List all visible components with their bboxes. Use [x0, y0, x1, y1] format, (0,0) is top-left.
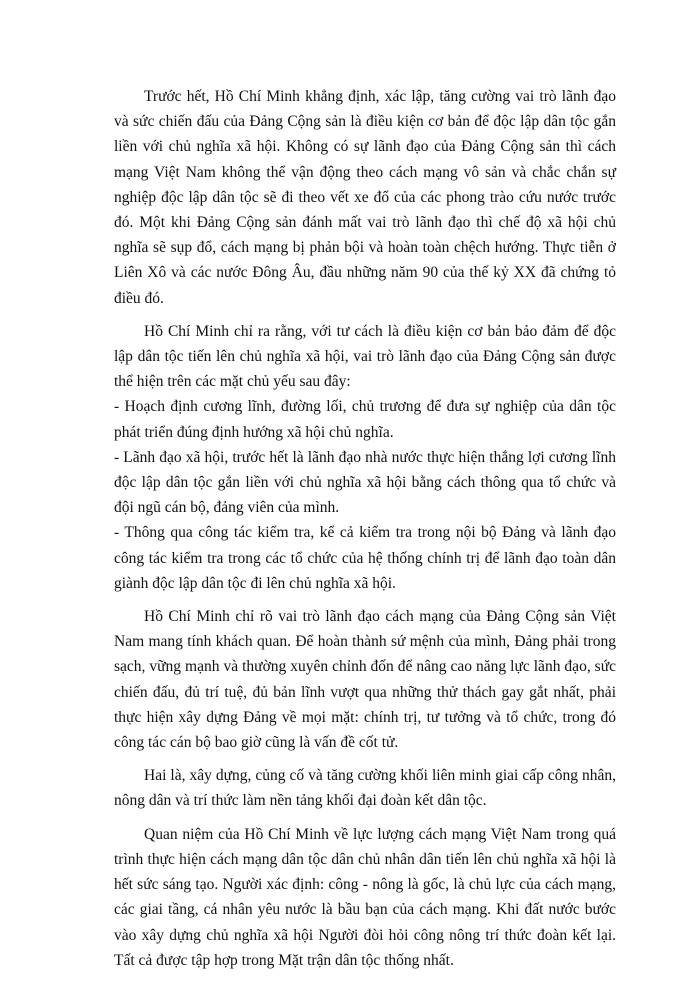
paragraph-revolutionary-forces: Quan niệm của Hồ Chí Minh về lực lượng cách mạng Việt Nam trong quá trình thực hiện cách mạng dân tộc dân chủ nhân dân tiến lên chủ nghĩa xã hội là hết sức sáng tạo. Người xác định: công - nông là gốc, là chủ lực của cách mạng, các giai tầng, cá nhân yêu nước là bầu bạn của cách mạng. Khi đất nước bước vào xây dựng chủ nghĩa xã hội Người đòi hỏi công nông trí thức đoàn kết lại. Tất cả được tập hợp trong Mặt trận dân tộc thống nhất. — [114, 825, 616, 969]
paragraph-leadership-aspects: Hồ Chí Minh chỉ ra rằng, với tư cách là điều kiện cơ bản bảo đảm để độc lập dân tộc tiến lên chủ nghĩa xã hội, vai trò lãnh đạo của Đảng Cộng sản được thể hiện trên các mặt chủ yếu sau đây: — [114, 322, 616, 391]
paragraph-party-leadership: Trước hết, Hồ Chí Minh khẳng định, xác lập, tăng cường vai trò lãnh đạo và sức chiến đấu của Đảng Cộng sản là điều kiện cơ bản để độc lập dân tộc gắn liền với chủ nghĩa xã hội. Không có sự lãnh đạo của Đảng Cộng sản thì cách mạng Việt Nam không thể vận động theo cách mạng vô sản và chắc chắn sự nghiệp độc lập dân tộc sẽ đi theo vết xe đổ của các phong trào cứu nước trước đó. Một khi Đảng Cộng sản đánh mất vai trò lãnh đạo thì chế độ xã hội chủ nghĩa sẽ sụp đổ, cách mạng bị phản bội và hoàn toàn chệch hướng. Thực tiễn ở Liên Xô và các nước Đông Âu, đầu những năm 90 của thế kỷ XX đã chứng tỏ điều đó. — [114, 88, 616, 307]
paragraph-second-point: Hai là, xây dựng, củng cố và tăng cường khối liên minh giai cấp công nhân, nông dân và trí thức làm nền tảng khối đại đoàn kết dân tộc. — [114, 767, 616, 810]
document-body — [114, 84, 616, 981]
list-item-society-leadership: - Lãnh đạo xã hội, trước hết là lãnh đạo nhà nước thực hiện thắng lợi cương lĩnh độc lập dân tộc gắn liền với chủ nghĩa xã hội bằng cách thông qua tổ chức và đội ngũ cán bộ, đảng viên của mình. — [114, 448, 616, 517]
paragraph-objective-role: Hồ Chí Minh chỉ rõ vai trò lãnh đạo cách mạng của Đảng Cộng sản Việt Nam mang tính khách quan. Để hoàn thành sứ mệnh của mình, Đảng phải trong sạch, vững mạnh và thường xuyên chỉnh đốn để nâng cao năng lực lãnh đạo, sức chiến đấu, đủ trí tuệ, đủ bản lĩnh vượt qua những thử thách gay gắt nhất, phải thực hiện xây dựng Đảng về mọi mặt: chính trị, tư tưởng và tổ chức, trong đó công tác cán bộ bao giờ cũng là vấn đề cốt tử. — [114, 608, 616, 752]
list-item-inspection: - Thông qua công tác kiểm tra, kể cả kiểm tra trong nội bộ Đảng và lãnh đạo công tác kiểm tra trong các tổ chức của hệ thống chính trị để lãnh đạo toàn dân giành độc lập dân tộc đi lên chủ nghĩa xã hội. — [114, 524, 616, 592]
list-item-platform: - Hoạch định cương lĩnh, đường lối, chủ trương để đưa sự nghiệp của dân tộc phát triển đúng định hướng xã hội chủ nghĩa. — [114, 398, 616, 441]
